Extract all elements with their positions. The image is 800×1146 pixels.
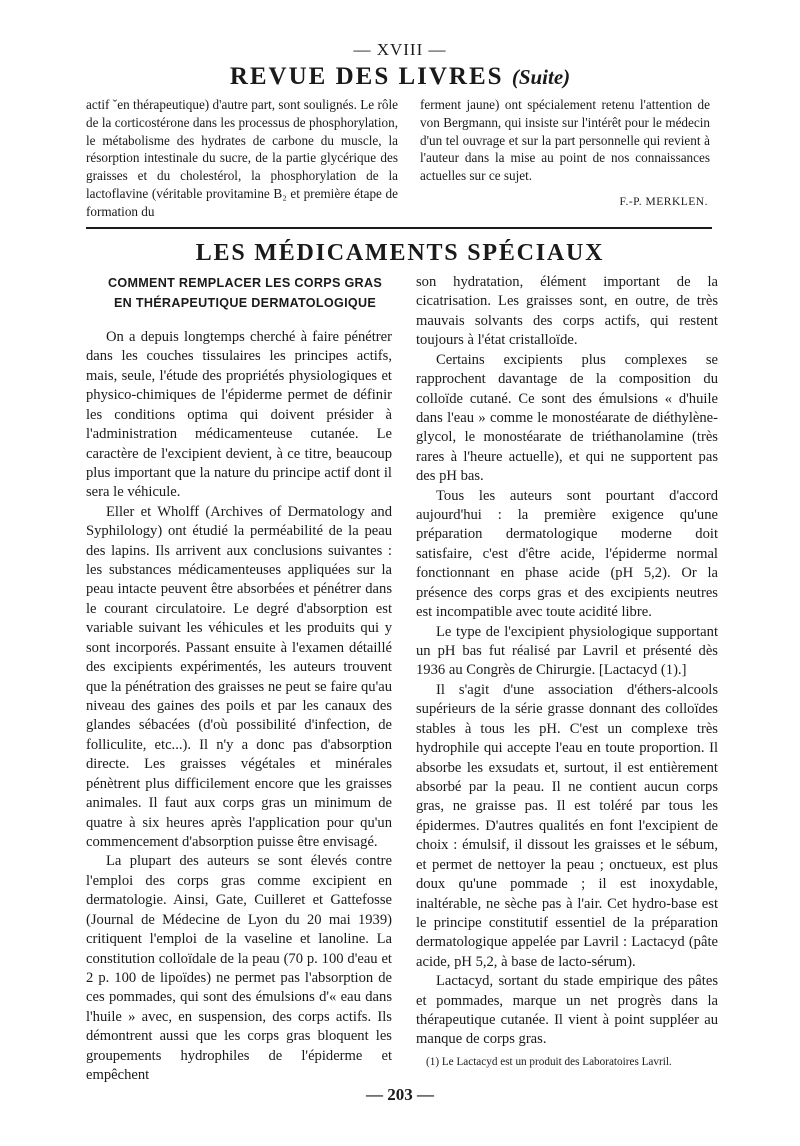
footnote (416, 1055, 718, 1070)
paragraph: Lactacyd, sortant du stade empirique des pâtes et pommades, marque un net progrès dans la thérapeutique cutanée. Il vient à point suppléer au manque de corps gras. (416, 973, 718, 1048)
article-left-column (86, 328, 392, 1085)
paragraph: On a depuis longtemps cherché à faire pénétrer dans les couches tissulaires les principes actifs, mais, seule, l'étude des propriétés physiologiques et physico-chimiques de l'épiderme permet de définir les conditions optima qui doivent présider à l'administration médicamenteuse cutanée. Le caractère de l'excipient devient, à ce titre, beaucoup plus important que la nature du principe actif dont il sera le véhicule. (86, 329, 392, 501)
page-number: — 203 — (366, 1085, 434, 1104)
section-title: REVUE DES LIVRES (229, 63, 504, 90)
section-heading (0, 63, 800, 91)
article-subtitle (86, 273, 404, 313)
paragraph: La plupart des auteurs se sont élevés contre l'emploi des corps gras comme excipient en dermatologie. Ainsi, Gate, Cuilleret et Gattefosse (Journal de Médecine de Lyon du 20 mai 1939) critiquent l'emploi de la vaseline et lanoline. La constitution colloïdale de la peau (70 p. 100 d'eau et 2 p. 100 de lipoïdes) ne permet pas l'absorption de ces pommades, qui sont des émulsions d'« eau dans l'huile » avec, en suspension, des corps actifs. Ils démontrent aussi que les corps gras bloquent les groupements hydrophiles de l'épiderme et empêchent (86, 853, 392, 1084)
article-subtitle-line1: COMMENT REMPLACER LES CORPS GRAS (107, 276, 383, 290)
article-title: LES MÉDICAMENTS SPÉCIAUX (195, 240, 605, 266)
paragraph: Certains excipients plus complexes se rapprochent davantage de la composition du colloïde cutané. Ce sont des émulsions « d'huile dans l'eau » comme le monostéarate de diéthylène-glycol, le monostéarate de triéthanolamine (très rares à l'heure actuelle), et qui ne supportent pas des pH bas. (416, 351, 718, 485)
footnote-text: (1) Le Lactacyd est un produit des Laboratoires Lavril. (426, 1056, 672, 1068)
article-subtitle-line2: EN THÉRAPEUTIQUE DERMATOLOGIQUE (113, 296, 377, 310)
review-left-column: actif ˇen thérapeutique) d'autre part, sont soulignés. Le rôle de la corticostérone dans les processus de phosphorylation, le métabolisme des hydrates de carbone du muscle, la résorption intestinale du sucre, de la partie glycérique des graisses et du cholestérol, la phosphorylation de la lactoflavine (véritable provitamine B₂ et première étape de formation du (86, 97, 398, 219)
paragraph: son hydratation, élément important de la cicatrisation. Les graisses sont, en outre, de très mauvais solvants des corps actifs, qui restent toujours à l'état cristalloïde. (416, 274, 718, 349)
paragraph: Il s'agit d'une association d'éthers-alcools supérieurs de la série grasse donnant des colloïdes stables à tous les pH. C'est un complexe très hydrophile qui accepte l'eau en toute proportion. Il absorbe les exsudats et, surtout, il est entièrement absorbé par la peau. Il ne contient aucun corps gras, ne graisse pas. Il est toléré par tous les épidermes. D'autres qualités en font l'excipient de choix : émulsif, il dissout les graisses et le sébum, et permet de nettoyer la peau ; onctueux, est plus doux qu'une pommade ; il est inoxydable, inaltérable, ne sèche pas à l'air. Cet hydro-base est le principe constitutif essentiel de la préparation dermatologique appelée par Lavril : Lactacyd (pâte acide, pH 5,2, à base de lacto-sérum). (416, 681, 718, 970)
section-divider (86, 227, 712, 229)
paragraph: Eller et Wholff (Archives of Dermatology and Syphilology) ont étudié la perméabilité de la peau des lapins. Ils arrivent aux conclusions suivantes : les substances médicamenteuses appliquées sur la peau intacte peuvent être absorbées et pénétrer dans le courant circulatoire. Le degré d'absorption est variable suivant les véhicules et les produits qui y sont incorporés. Passant ensuite à l'examen détaillé des excipients expérimentés, les auteurs trouvent que la pénétration des graisses ne peut se faire qu'au niveau des gaines des poils et par les canaux des glandes sébacées (d'où possibilité d'infection, de folliculite, etc...). Il n'y a donc pas d'absorption directe. Les graisses végétales et minérales pénètrent plus difficilement encore que les graisses animales. Il faut aux corps gras un minimum de quatre à six heures après l'application pour qu'un commencement d'absorption puisse être envisagé. (86, 503, 392, 850)
review-right-column: ferment jaune) ont spécialement retenu l'attention de von Bergmann, qui insiste sur l'intérêt pour le médecin d'un tel ouvrage et sur la part personnelle qui revient à l'auteur dans la mise au point de nos connaissances actuelles sur ce sujet. (420, 97, 710, 184)
section-suffix: (Suite) (511, 65, 571, 89)
review-signature: F.-P. MERKLEN. (619, 196, 708, 208)
article-right-column (416, 273, 718, 1050)
paragraph: Tous les auteurs sont pourtant d'accord aujourd'hui : la première exigence qu'une préparation dermatologique moderne doit satisfaire, c'est d'être acide, l'épiderme normal fonctionnant en phase acide (pH 5,2). Or la présence des corps gras et des excipients neutres est incompatible avec toute acidité libre. (416, 487, 718, 621)
roman-page-number: — XVIII — (353, 40, 447, 59)
paragraph: Le type de l'excipient physiologique supportant un pH bas fut réalisé par Lavril et présenté dès 1936 au Congrès de Chirurgie. [Lactacyd (1).] (416, 623, 718, 679)
